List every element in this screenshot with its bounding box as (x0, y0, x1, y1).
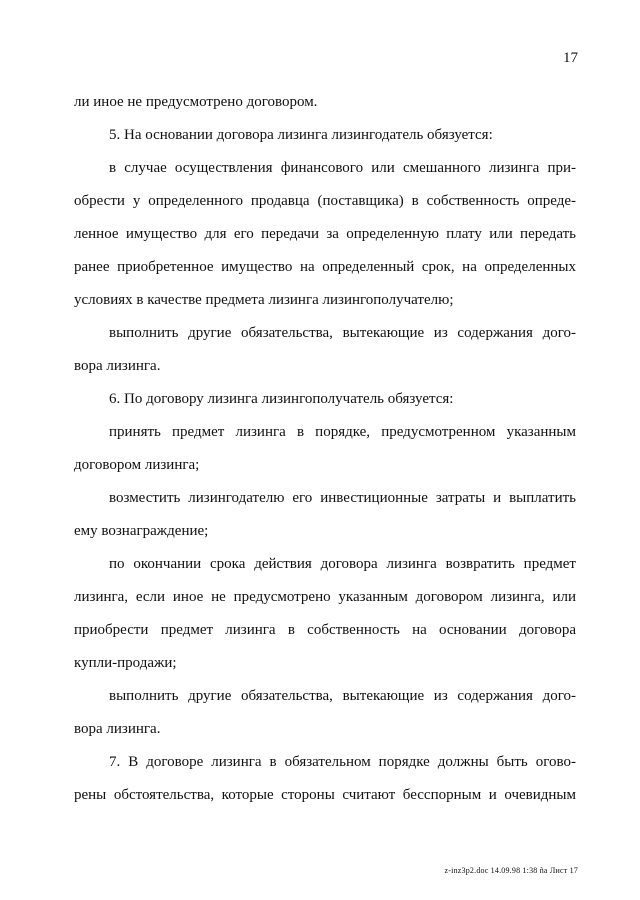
text-line: ли иное не предусмотрено договором. (74, 94, 318, 110)
text-line: ему вознаграждение; (74, 523, 209, 539)
text-line: рены обстоятельства, которые стороны считают бесспорным и очевидным (74, 787, 576, 803)
text-line: 7. В договоре лизинга в обязательном порядке должны быть огово- (109, 754, 576, 770)
text-line: в случае осуществления финансового или смешанного лизинга при- (109, 160, 576, 176)
text-line: 5. На основании договора лизинга лизингодатель обязуется: (109, 127, 493, 143)
text-line: приобрести предмет лизинга в собственность на основании договора (74, 622, 576, 638)
text-line: купли-продажи; (74, 655, 177, 671)
text-line: по окончании срока действия договора лизинга возвратить предмет (109, 556, 576, 572)
text-line: выполнить другие обязательства, вытекающие из содержания дого- (109, 325, 576, 341)
text-line: договором лизинга; (74, 457, 200, 473)
text-line: выполнить другие обязательства, вытекающие из содержания дого- (109, 688, 576, 704)
text-line: принять предмет лизинга в порядке, предусмотренном указанным (109, 424, 576, 440)
text-line: ленное имущество для его передачи за определенную плату или передать (74, 226, 576, 242)
text-line: вора лизинга. (74, 358, 161, 374)
text-line: обрести у определенного продавца (поставщика) в собственность опреде- (74, 193, 576, 209)
text-line: вора лизинга. (74, 721, 161, 737)
document-body (74, 86, 576, 812)
text-line: 6. По договору лизинга лизингополучатель обязуется: (109, 391, 454, 407)
text-line: ранее приобретенное имущество на определенный срок, на определенных (74, 259, 576, 275)
page-number: 17 (563, 50, 578, 66)
document-footer: z-inz3p2.doc 14.09.98 1:38 ña Лист 17 (444, 866, 578, 875)
text-line: лизинга, если иное не предусмотрено указанным договором лизинга, или (74, 589, 576, 605)
text-line: условиях в качестве предмета лизинга лизингополучателю; (74, 292, 454, 308)
text-line: возместить лизингодателю его инвестиционные затраты и выплатить (109, 490, 576, 506)
